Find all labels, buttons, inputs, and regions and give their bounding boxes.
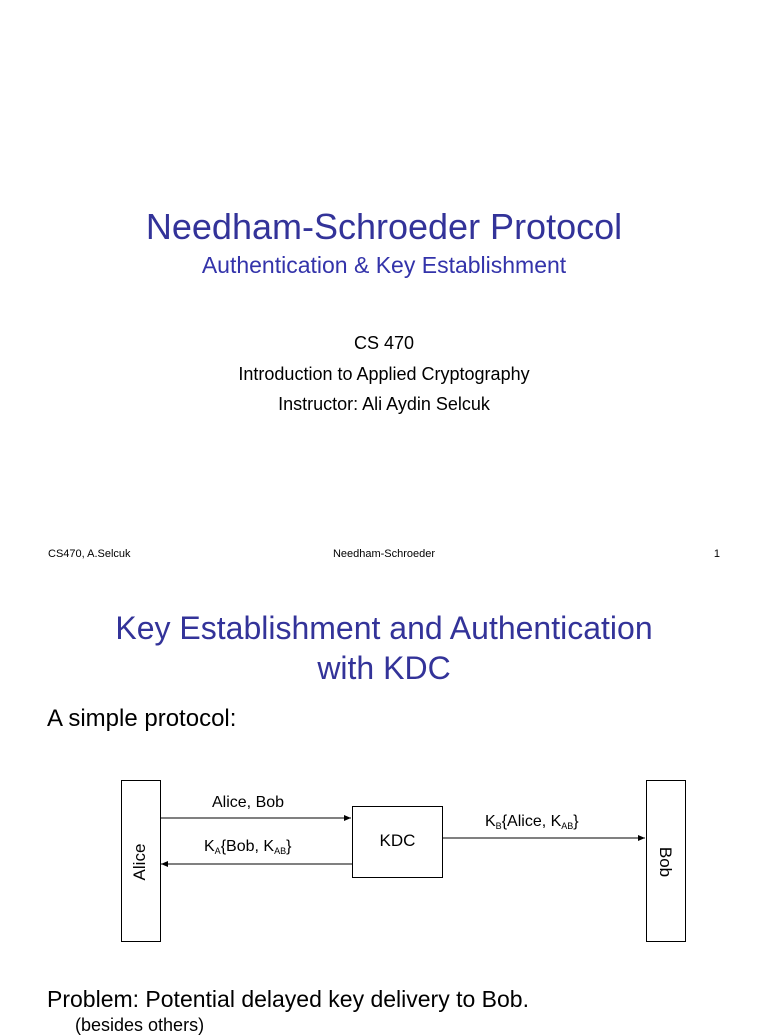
instructor: Instructor: Ali Aydin Selcuk [278, 394, 490, 414]
footer-page-number: 1 [713, 548, 720, 560]
msg3-inner-sub: AB [561, 821, 574, 831]
course-name: Introduction to Applied Cryptography [238, 364, 530, 384]
course-code: CS 470 [353, 333, 415, 353]
problem-statement: Problem: Potential delayed key delivery to Bob. [47, 986, 529, 1012]
msg2-key: K [204, 838, 215, 855]
message-1: Alice, Bob [212, 794, 285, 811]
msg2-key-sub: A [214, 846, 221, 856]
message-2 [204, 838, 291, 856]
slide2-intro: A simple protocol: [47, 705, 237, 732]
msg3-close: } [573, 813, 579, 830]
slide1-subtitle: Authentication & Key Establishment [201, 252, 567, 278]
slide2-title-line2: with KDC [317, 650, 451, 686]
problem-note: (besides others) [75, 1015, 205, 1035]
kdc-label: KDC [379, 831, 416, 850]
msg2-close: } [286, 838, 292, 855]
msg2-open: {Bob, K [220, 838, 275, 855]
footer-title: Needham-Schroeder [332, 548, 436, 560]
msg3-key-sub: B [495, 821, 502, 831]
message-3 [485, 813, 579, 831]
msg3-open: {Alice, K [501, 813, 562, 830]
footer-author: CS470, A.Selcuk [48, 548, 131, 560]
slide1-title: Needham-Schroeder Protocol [145, 206, 623, 247]
msg3-key: K [485, 813, 496, 830]
slide2-title-line1: Key Establishment and Authentication [115, 610, 653, 646]
bob-label: Bob [656, 846, 675, 878]
msg2-inner-sub: AB [274, 846, 287, 856]
alice-label: Alice [130, 843, 149, 881]
